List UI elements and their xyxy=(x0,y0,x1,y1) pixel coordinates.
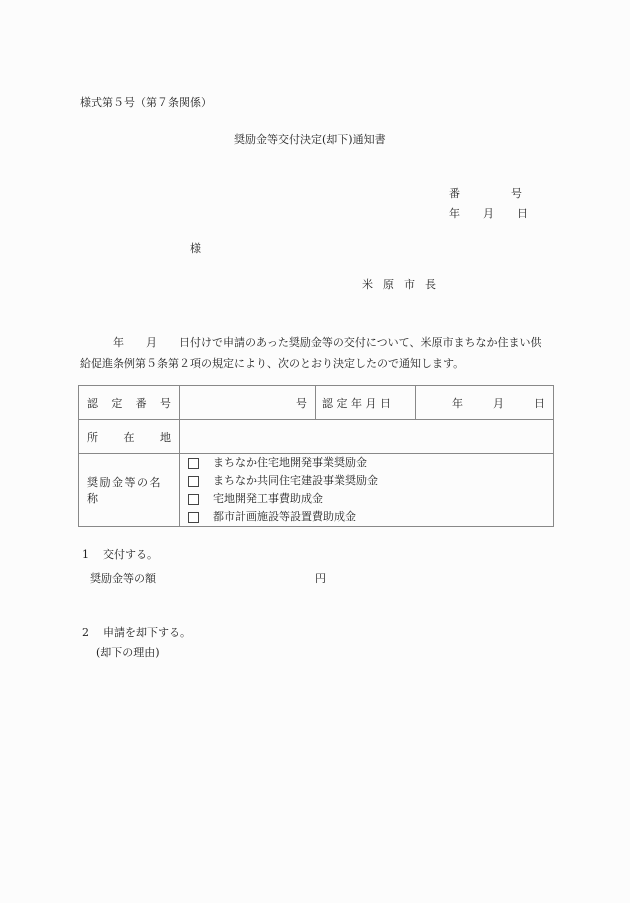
date-day: 日 xyxy=(517,207,528,220)
checkbox-icon[interactable] xyxy=(188,512,199,523)
section-grant xyxy=(82,548,158,562)
grant-option-label: 都市計画施設等設置費助成金 xyxy=(213,510,356,523)
section-number: 1 xyxy=(82,548,89,561)
label-char: 認 xyxy=(87,396,98,410)
section-reject xyxy=(82,626,191,640)
grant-amount-unit: 円 xyxy=(315,572,326,585)
document-number-line xyxy=(449,187,522,201)
label-char: 所 xyxy=(87,430,98,444)
notice-body xyxy=(80,332,556,374)
issuer: 米原市長 xyxy=(362,278,446,291)
table-row-grant-name xyxy=(79,454,554,527)
number-label: 番 xyxy=(449,187,460,200)
cert-date-year: 年 xyxy=(452,396,463,410)
cert-date-month: 月 xyxy=(493,396,504,410)
grant-name-label xyxy=(79,454,180,527)
form-number: 様式第５号（第７条関係） xyxy=(80,96,212,109)
certification-date-label-text: 認 定 年 月 日 xyxy=(322,396,391,410)
notice-body-line1: 年 月 日付けで申請のあった奨励金等の交付について、米原市まちなか住まい供 xyxy=(113,336,542,349)
date-year: 年 xyxy=(449,207,460,220)
grant-option[interactable] xyxy=(188,508,553,526)
label-char: 番 xyxy=(135,396,147,410)
grant-option-label: 宅地開発工事費助成金 xyxy=(213,492,323,505)
notice-body-line2: 給促進条例第５条第２項の規定により、次のとおり決定したので通知します。 xyxy=(80,357,465,370)
label-char: 号 xyxy=(159,396,171,410)
number-suffix: 号 xyxy=(511,187,522,200)
table-row-location xyxy=(79,420,554,454)
grant-options-cell xyxy=(180,454,554,527)
grant-option-label: まちなか住宅地開発事業奨励金 xyxy=(213,456,367,469)
certification-number-field[interactable] xyxy=(180,386,316,420)
date-month: 月 xyxy=(483,207,494,220)
grant-option-label: まちなか共同住宅建設事業奨励金 xyxy=(213,474,378,487)
label-char: 定 xyxy=(111,396,123,410)
certification-date-field[interactable] xyxy=(416,386,554,420)
grant-options-list xyxy=(180,454,553,526)
grant-name-label-text: 奨励金等の名称 xyxy=(87,476,162,505)
label-char: 地 xyxy=(160,430,171,444)
section-number: 2 xyxy=(82,626,89,639)
decision-table xyxy=(78,385,554,527)
addressee: 様 xyxy=(190,242,201,255)
checkbox-icon[interactable] xyxy=(188,494,199,505)
certification-number-suffix: 号 xyxy=(296,396,307,410)
cert-date-day: 日 xyxy=(534,396,545,410)
certification-date-label xyxy=(316,386,416,420)
document-date-line xyxy=(449,207,528,221)
section-heading: 申請を却下する。 xyxy=(103,626,191,639)
location-field[interactable] xyxy=(180,420,554,454)
document-title: 奨励金等交付決定(却下)通知書 xyxy=(234,133,386,146)
location-label xyxy=(79,420,180,454)
reject-reason-label: (却下の理由) xyxy=(96,646,160,659)
checkbox-icon[interactable] xyxy=(188,458,199,469)
checkbox-icon[interactable] xyxy=(188,476,199,487)
table-row-certification-number xyxy=(79,386,554,420)
label-char: 在 xyxy=(123,430,135,444)
grant-amount-label: 奨励金等の額 xyxy=(90,572,156,585)
certification-number-label xyxy=(79,386,180,420)
section-heading: 交付する。 xyxy=(103,548,158,561)
grant-option[interactable] xyxy=(188,454,553,472)
grant-option[interactable] xyxy=(188,490,553,508)
grant-option[interactable] xyxy=(188,472,553,490)
